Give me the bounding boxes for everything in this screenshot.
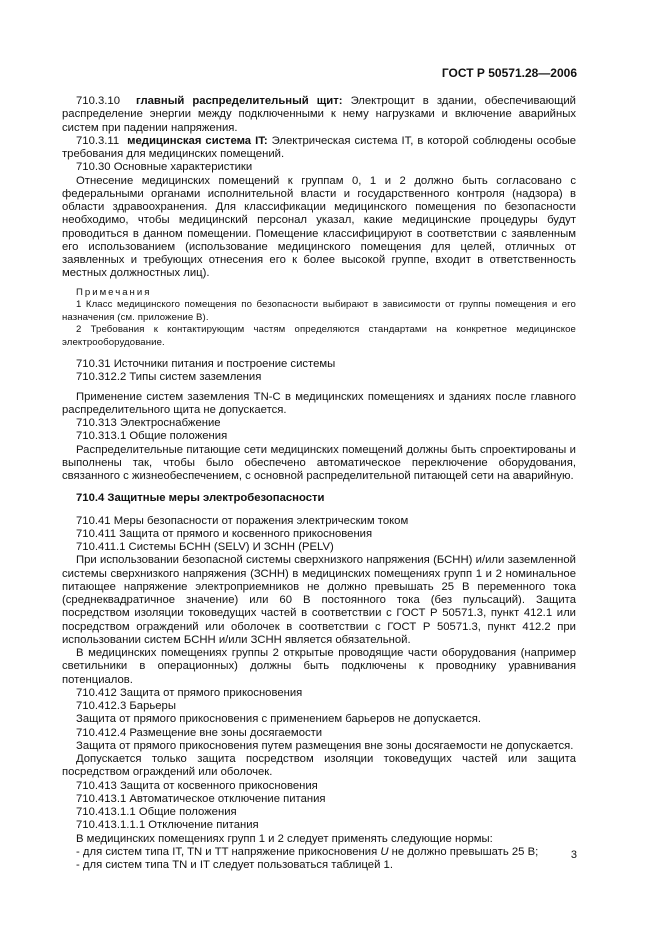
document-header: ГОСТ Р 50571.28—2006 bbox=[441, 66, 577, 80]
note-2: 2 Требования к контактирующим частям определяются стандартами на конкретное медицинское электрооборудование. bbox=[62, 324, 576, 348]
section-heading-710-4: 710.4 Защитные меры электробезопасности bbox=[76, 492, 325, 505]
paragraph-out-of-reach: Защита от прямого прикосновения путем размещения вне зоны досягаемости не допускается. bbox=[76, 739, 574, 752]
definition: Электрическая система IT, в которой соблюдены особые требования для медицинских помещений. bbox=[62, 134, 576, 160]
definition: Электрощит в здании, обеспечивающий распределение энергии между подключенными к нему нагрузками и включение аварийных систем при падении напряжения. bbox=[62, 95, 576, 134]
heading-710-312-2: 710.312.2 Типы систем заземления bbox=[76, 371, 262, 384]
notes-block bbox=[62, 287, 576, 350]
voltage-symbol: U bbox=[380, 845, 389, 858]
heading-710-413-1: 710.413.1 Автоматическое отключение питания bbox=[76, 792, 326, 805]
paragraph-tn-c: Применение систем заземления TN-C в медицинских помещениях и зданиях после главного распределительного щита не допускается. bbox=[62, 390, 576, 416]
clause-number: 710.3.11 bbox=[76, 134, 120, 147]
page-number: 3 bbox=[570, 849, 577, 861]
list-item-tn-it: - для систем типа TN и IT следует пользоваться таблицей 1. bbox=[76, 859, 393, 871]
notes-title: Примечания bbox=[76, 286, 152, 298]
paragraph-710-3-10 bbox=[62, 95, 576, 135]
heading-710-411: 710.411 Защита от прямого и косвенного прикосновения bbox=[76, 527, 373, 540]
paragraph-710-3-11 bbox=[62, 135, 576, 162]
paragraph-barriers: Защита от прямого прикосновения с применением барьеров не допускается. bbox=[76, 713, 482, 726]
heading-710-30: 710.30 Основные характеристики bbox=[76, 161, 253, 174]
heading-710-413-1-1-1: 710.413.1.1.1 Отключение питания bbox=[76, 819, 259, 832]
heading-710-413: 710.413 Защита от косвенного прикосновения bbox=[76, 779, 318, 792]
heading-710-41: 710.41 Меры безопасности от поражения электрическим током bbox=[76, 514, 409, 527]
paragraph-group-2: В медицинских помещениях группы 2 открытые проводящие части оборудования (например светильники в операционных) должны быть подключены к проводнику уравнивания потенциалов. bbox=[62, 647, 576, 686]
list-item-it-tn-tt: - для систем типа IT, TN и TT напряжение прикосновения U не должно превышать 25 В; bbox=[76, 845, 539, 858]
note-1: 1 Класс медицинского помещения по безопасности выбирают в зависимости от группы помещения и его назначения (см. приложение В). bbox=[62, 299, 576, 323]
paragraph-classification: Отнесение медицинских помещений к группам 0, 1 и 2 должно быть согласовано с федеральными органами исполнительной власти и государственного контроля (надзора) в области здравоохранения. Для классификации медицинского помещения по безопасности необходимо, чтобы медицинский персонал указал, какие медицинские процедуры будут проводиться в данном помещении. Помещение классифицируют в соответствии с заявленным его использованием (использование медицинского помещения для целей, отличных от заявленных и требующих отнесения его к более высокой группе, входит в ответственность местных должностных лиц). bbox=[62, 174, 576, 280]
paragraph-selv-pelv: При использовании безопасной системы сверхнизкого напряжения (БСНН) и/или заземленной системы сверхнизкого напряжения (ЗСНН) в медицинских помещениях групп 1 и 2 номинальное питающее напряжение электроприемников не должно превышать 25 В переменного тока (среднеквадратичное значение) или 60 В постоянного тока (без пульсаций). Защита посредством изоляции токоведущих частей в соответствии с ГОСТ Р 50571.3, пункт 412.1 или посредством ограждений или оболочек в соответствии с ГОСТ Р 50571.3, пункт 412.2 при использовании систем БСНН и/или ЗСНН является обязательной. bbox=[62, 554, 576, 646]
heading-710-313-1: 710.313.1 Общие положения bbox=[76, 430, 228, 443]
heading-710-413-1-1: 710.413.1.1 Общие положения bbox=[76, 806, 237, 818]
heading-710-412-4: 710.412.4 Размещение вне зоны досягаемости bbox=[76, 726, 323, 739]
term: главный распределительный щит: bbox=[136, 95, 343, 107]
paragraph-norms: В медицинских помещениях групп 1 и 2 следует применять следующие нормы: bbox=[76, 832, 493, 845]
paragraph-distribution: Распределительные питающие сети медицинских помещений должны быть спроектированы и выполнены так, чтобы было обеспечено автоматическое переключение оборудования, связанного с жизнеобеспечением, с основной распределительной питающей сети на аварийную. bbox=[62, 443, 576, 482]
heading-710-412: 710.412 Защита от прямого прикосновения bbox=[76, 686, 303, 699]
heading-710-31: 710.31 Источники питания и построение системы bbox=[76, 358, 336, 370]
document-body bbox=[62, 95, 576, 872]
heading-710-313: 710.313 Электроснабжение bbox=[76, 417, 221, 429]
term: медицинская система IT: bbox=[127, 134, 268, 147]
clause-number: 710.3.10 bbox=[76, 95, 120, 107]
heading-710-412-3: 710.412.3 Барьеры bbox=[76, 700, 176, 712]
heading-710-411-1: 710.411.1 Системы БСНН (SELV) И ЗСНН (PELV) bbox=[76, 541, 334, 553]
paragraph-insulation: Допускается только защита посредством изоляции токоведущих частей или защита посредством ограждений или оболочек. bbox=[62, 753, 576, 779]
